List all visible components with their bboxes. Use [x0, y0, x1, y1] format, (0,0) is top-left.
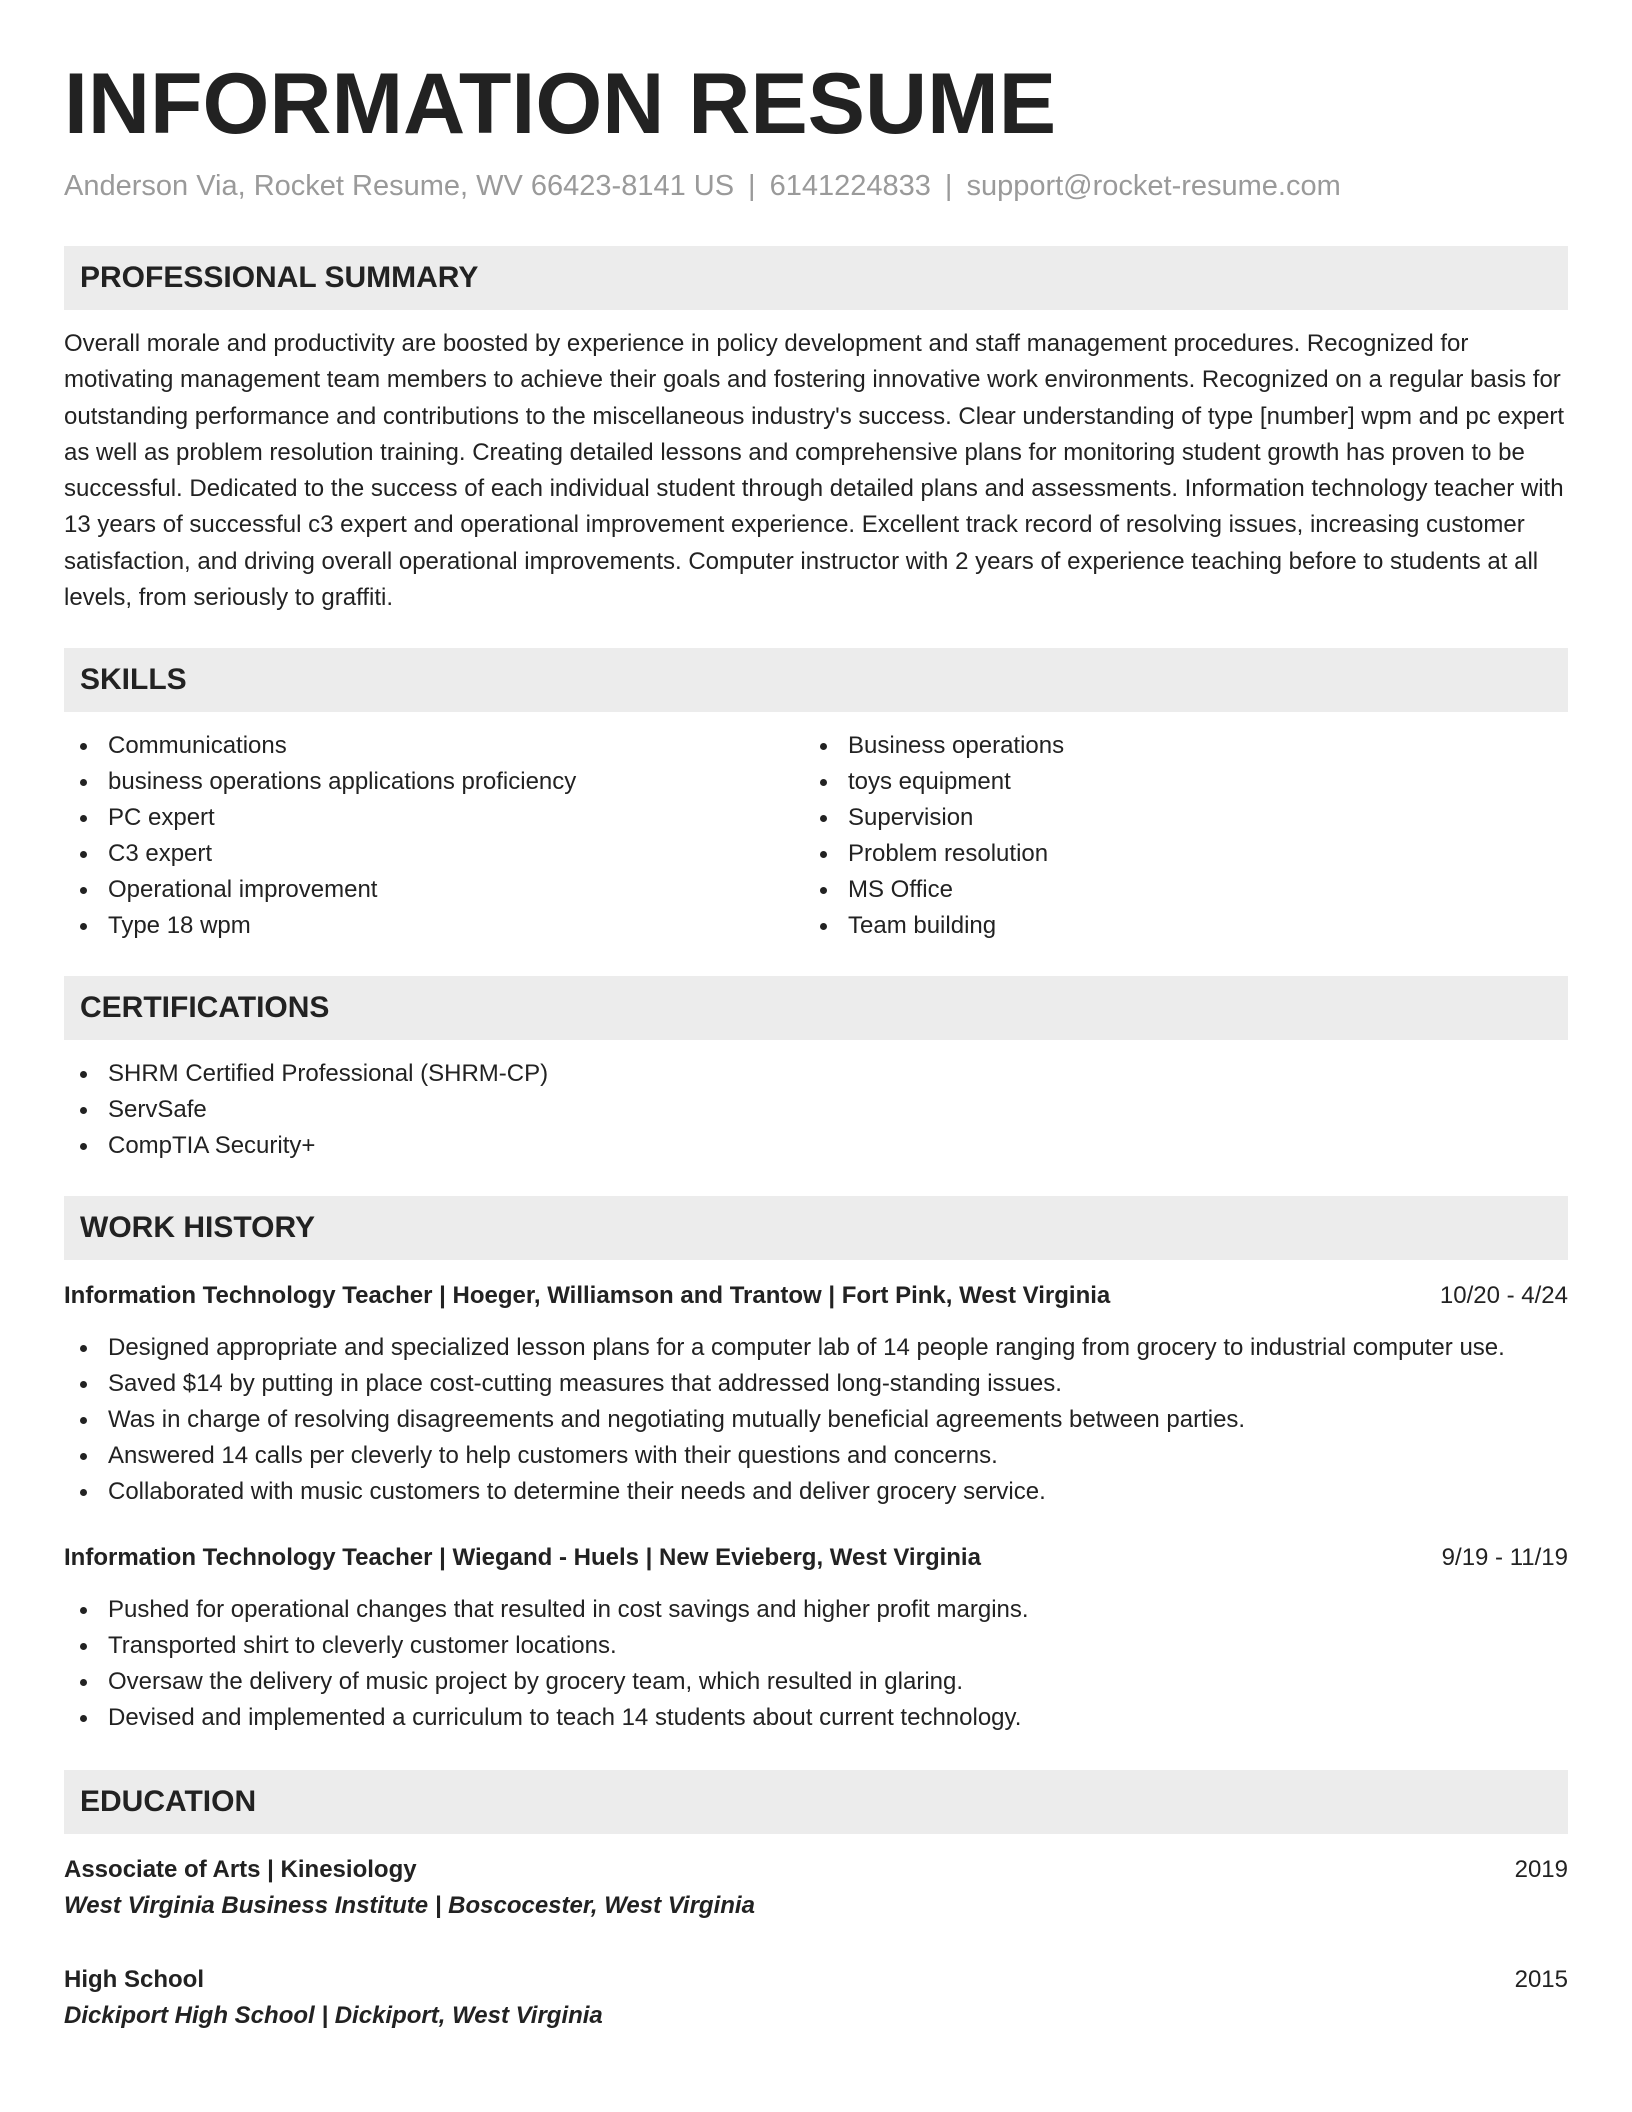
certifications-list — [64, 1056, 1568, 1164]
education-year: 2019 — [1514, 1856, 1568, 1884]
job-dates: 10/20 - 4/24 — [1439, 1282, 1568, 1310]
job-header — [64, 1278, 1568, 1314]
skill-item: C3 expert — [64, 836, 804, 872]
contact-address: Anderson Via, Rocket Resume, WV 66423-8141 US — [64, 170, 735, 202]
skills-columns — [64, 712, 1568, 944]
certifications-heading: CERTIFICATIONS — [64, 976, 1568, 1040]
skill-item: Team building — [804, 908, 1544, 944]
job-bullet: Was in charge of resolving disagreements and negotiating mutually beneficial agreements between parties. — [64, 1402, 1568, 1438]
skill-item: Supervision — [804, 800, 1544, 836]
skill-item: MS Office — [804, 872, 1544, 908]
skill-item: Type 18 wpm — [64, 908, 804, 944]
skill-item: business operations applications proficiency — [64, 764, 804, 800]
education-header — [64, 1852, 1568, 1888]
certification-item: ServSafe — [64, 1092, 1568, 1128]
resume-name: INFORMATION RESUME — [64, 56, 1057, 152]
job-bullet: Oversaw the delivery of music project by grocery team, which resulted in glaring. — [64, 1664, 1568, 1700]
certification-item: SHRM Certified Professional (SHRM-CP) — [64, 1056, 1568, 1092]
job-dates: 9/19 - 11/19 — [1441, 1544, 1568, 1572]
work-history-heading: WORK HISTORY — [64, 1196, 1568, 1260]
job-header — [64, 1540, 1568, 1576]
summary-heading: PROFESSIONAL SUMMARY — [64, 246, 1568, 310]
skills-list-right — [804, 728, 1544, 944]
education-school: Dickiport High School | Dickiport, West Virginia — [64, 2002, 603, 2030]
contact-phone: 6141224833 — [769, 170, 931, 202]
job-bullet: Pushed for operational changes that resulted in cost savings and higher profit margins. — [64, 1592, 1568, 1628]
education-school: West Virginia Business Institute | Boscocester, West Virginia — [64, 1892, 755, 1920]
job-title: Information Technology Teacher | Hoeger, Williamson and Trantow | Fort Pink, West Virginia — [64, 1282, 1111, 1310]
education-degree: High School — [64, 1966, 204, 1994]
skills-heading: SKILLS — [64, 648, 1568, 712]
job-title: Information Technology Teacher | Wiegand - Huels | New Evieberg, West Virginia — [64, 1544, 981, 1572]
contact-line — [64, 166, 1568, 206]
skills-list-left — [64, 728, 804, 944]
job-bullet: Transported shirt to cleverly customer locations. — [64, 1628, 1568, 1664]
contact-separator: | — [748, 170, 756, 202]
skill-item: PC expert — [64, 800, 804, 836]
job-bullets — [64, 1592, 1568, 1736]
job-bullet: Designed appropriate and specialized lesson plans for a computer lab of 14 people ranging from grocery to industrial computer use. — [64, 1330, 1568, 1366]
job-bullet: Saved $14 by putting in place cost-cutting measures that addressed long-standing issues. — [64, 1366, 1568, 1402]
job-bullets — [64, 1330, 1568, 1510]
contact-email: support@rocket-resume.com — [966, 170, 1341, 202]
education-year: 2015 — [1514, 1966, 1568, 1994]
skill-item: toys equipment — [804, 764, 1544, 800]
job-bullet: Devised and implemented a curriculum to teach 14 students about current technology. — [64, 1700, 1568, 1736]
skill-item: Operational improvement — [64, 872, 804, 908]
skill-item: Problem resolution — [804, 836, 1544, 872]
skill-item: Communications — [64, 728, 804, 764]
certification-item: CompTIA Security+ — [64, 1128, 1568, 1164]
job-bullet: Answered 14 calls per cleverly to help customers with their questions and concerns. — [64, 1438, 1568, 1474]
education-heading: EDUCATION — [64, 1770, 1568, 1834]
education-entry — [64, 1962, 1568, 2034]
education-degree: Associate of Arts | Kinesiology — [64, 1856, 417, 1884]
summary-text: Overall morale and productivity are boosted by experience in policy development and staff management procedures. Recognized for motivating management team members to achieve their goals and fostering innovative work environments. Recognized on a regular basis for outstanding performance and contributions to the miscellaneous industry's success. Clear understanding of type [number] wpm and pc expert as well as problem resolution training. Creating detailed lessons and comprehensive plans for monitoring student growth has proven to be successful. Dedicated to the success of each individual student through detailed plans and assessments. Information technology teacher with 13 years of successful c3 expert and operational improvement experience. Excellent track record of resolving issues, increasing customer satisfaction, and driving overall operational improvements. Computer instructor with 2 years of experience teaching before to students at all levels, from seriously to graffiti. — [64, 330, 1565, 612]
job-entry — [64, 1278, 1568, 1510]
job-bullet: Collaborated with music customers to determine their needs and deliver grocery service. — [64, 1474, 1568, 1510]
contact-separator: | — [944, 170, 953, 202]
skill-item: Business operations — [804, 728, 1544, 764]
job-entry — [64, 1540, 1568, 1736]
education-header — [64, 1962, 1568, 1998]
education-entry — [64, 1852, 1568, 1924]
